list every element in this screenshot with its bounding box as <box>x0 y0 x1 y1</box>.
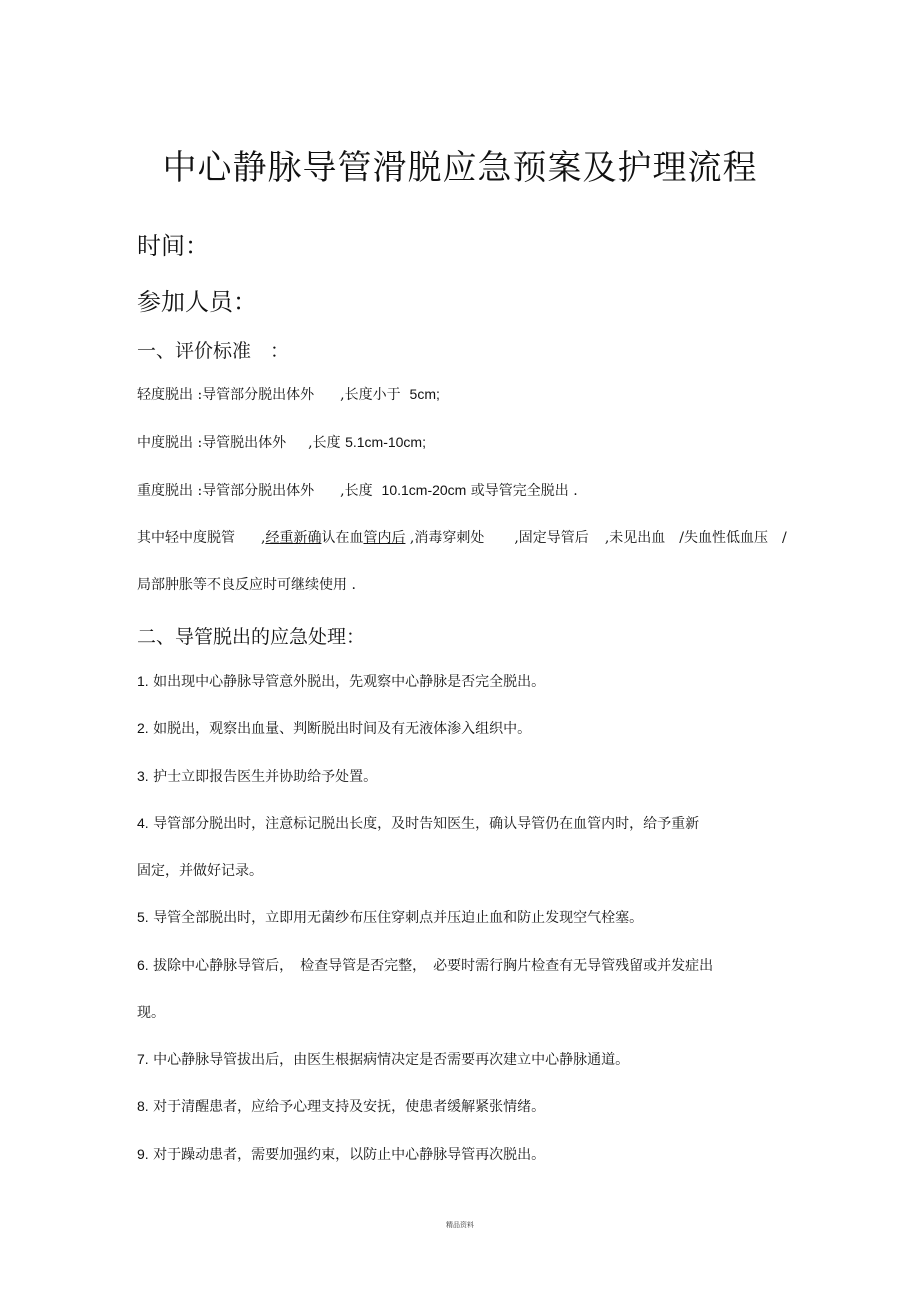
note-part: , <box>261 530 266 546</box>
step-text: 中心静脉导管拔出后，由医生根据病情决定是否需要再次建立中心静脉通道。 <box>153 1052 630 1068</box>
step-6 <box>137 955 713 975</box>
step-5 <box>137 907 643 927</box>
criteria-note-line1 <box>137 527 787 547</box>
criteria-mild <box>137 384 440 404</box>
note-part: 其中轻中度脱管 <box>137 530 235 546</box>
step-number: 4. <box>137 815 149 831</box>
note-part: ,消毒穿刺处 <box>409 530 485 546</box>
step-9 <box>137 1144 545 1164</box>
criteria-moderate-length-value: 5.1cm-10cm; <box>345 434 426 450</box>
criteria-severe-length-label: ,长度 <box>340 483 373 499</box>
step-text: 对于躁动患者，需要加强约束，以防止中心静脉导管再次脱出。 <box>153 1147 546 1163</box>
note-underlined: 管内后 <box>363 530 406 546</box>
participants-label: 参加人员： <box>137 288 257 316</box>
step-4-continuation: 固定，并做好记录。 <box>137 863 263 879</box>
note-part: ,固定导管后 <box>514 530 589 546</box>
criteria-moderate-desc: 中度脱出 :导管脱出体外 <box>137 435 287 451</box>
step-2 <box>137 718 531 738</box>
step-text: 导管部分脱出时，注意标记脱出长度，及时告知医生，确认导管仍在血管内时，给予重新 <box>153 816 700 832</box>
step-text: 护士立即报告医生并协助给予处置。 <box>153 769 378 785</box>
note-part: /失血性低血压 <box>679 530 768 546</box>
note-part: / <box>781 530 787 546</box>
step-number: 1. <box>137 673 149 689</box>
criteria-severe-tail: 或导管完全脱出 . <box>470 483 578 499</box>
criteria-mild-length-label: ,长度小于 <box>340 387 401 403</box>
step-text: 导管全部脱出时，立即用无菌纱布压住穿刺点并压迫止血和防止发现空气栓塞。 <box>153 910 644 926</box>
criteria-severe <box>137 480 578 500</box>
step-number: 8. <box>137 1098 149 1114</box>
step-text: 如脱出，观察出血量、判断脱出时间及有无液体渗入组织中。 <box>153 721 532 737</box>
criteria-note-line2: 局部肿胀等不良反应时可继续使用 . <box>137 577 356 593</box>
note-part: ,未见出血 <box>604 530 666 546</box>
criteria-severe-desc: 重度脱出 :导管部分脱出体外 <box>137 483 315 499</box>
criteria-moderate-length-label: ,长度 <box>308 435 341 451</box>
step-number: 2. <box>137 720 149 736</box>
note-underlined: 经重新确 <box>265 530 322 546</box>
document-title: 中心静脉导管滑脱应急预案及护理流程 <box>162 148 758 188</box>
step-text: 如出现中心静脉导管意外脱出，先观察中心静脉是否完全脱出。 <box>153 674 546 690</box>
step-1 <box>137 671 545 691</box>
section2-heading: 二、导管脱出的应急处理： <box>137 626 366 648</box>
step-text: 拔除中心静脉导管后， 检查导管是否完整， 必要时需行胸片检查有无导管残留或并发症出 <box>153 958 714 974</box>
time-label: 时间： <box>137 232 209 260</box>
step-6-continuation: 现。 <box>137 1005 165 1021</box>
criteria-severe-length-value: 10.1cm-20cm <box>381 482 467 498</box>
step-text: 对于清醒患者，应给予心理支持及安抚，使患者缓解紧张情绪。 <box>153 1099 546 1115</box>
step-number: 9. <box>137 1146 149 1162</box>
step-number: 7. <box>137 1051 149 1067</box>
section1-heading: 一、评价标准 ： <box>137 340 290 362</box>
criteria-moderate <box>137 432 426 452</box>
step-4 <box>137 813 699 833</box>
criteria-mild-desc: 轻度脱出 :导管部分脱出体外 <box>137 387 315 403</box>
step-7 <box>137 1049 629 1069</box>
step-number: 5. <box>137 909 149 925</box>
step-number: 3. <box>137 768 149 784</box>
step-number: 6. <box>137 957 149 973</box>
step-3 <box>137 766 377 786</box>
page-footer: 精品资料 <box>446 1221 474 1229</box>
step-8 <box>137 1096 545 1116</box>
criteria-mild-length-value: 5cm; <box>409 386 440 402</box>
note-part: 认在血 <box>321 530 364 546</box>
